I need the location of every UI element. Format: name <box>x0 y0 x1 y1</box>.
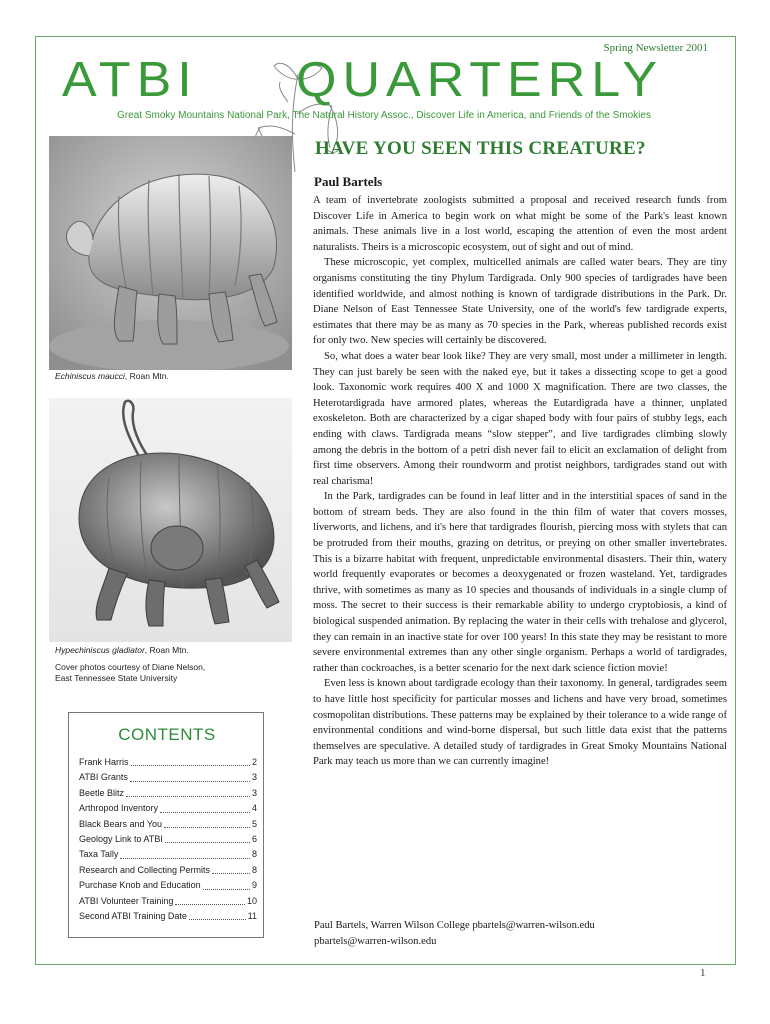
contents-item[interactable] <box>79 878 257 893</box>
article-paragraph: These microscopic, yet complex, multicelled animals are called water bears. They are tiny organisms constituting the tiny Phylum Tardigrada. Only 900 species of tardigrades have been identified worldwide, and almost nothing is known of tardigrade distributions in the Park. Dr. Diane Nelson of East Tennessee State University, one of the world's few tardigrade experts, estimates that there may be as many as 70 species in the Park, whereas published records exist for only two. New species will certainly be discovered. <box>313 257 727 347</box>
contents-item-page: 8 <box>251 849 257 860</box>
article-paragraph: So, what does a water bear look like? They are very small, most under a millimeter in length. They can just barely be seen with the naked eye, but it takes a dissecting scope to get a good look. Taxonomic work requires 400 X and 1000 X magnification. There are two classes, the Heterotardigrada have armored plates, whereas the Eutardigrada have a thinner, unplated exoskeleton. Both are characterized by a cigar shaped body with four pairs of stubby legs, each ending with claws. Tardigrada means “slow stepper”, and live tardigrades climbing slowly among the debris in the bottom of a petri dish never fail to elicit an exclamation of delight from first time observers. Among their roundworm and protist neighbors, tardigrades stand out with real charisma! <box>313 350 727 487</box>
contents-item-page: 2 <box>251 757 257 767</box>
contents-item[interactable] <box>79 847 257 862</box>
leader-dots <box>131 755 250 766</box>
leader-dots <box>212 863 250 874</box>
contents-item-page: 3 <box>251 772 257 783</box>
contents-item[interactable] <box>79 755 257 770</box>
leader-dots <box>164 817 250 828</box>
masthead-title-quarterly: QUARTERLY <box>296 52 664 108</box>
leader-dots <box>126 786 250 797</box>
leader-dots <box>165 832 250 843</box>
contents-item-page: 6 <box>251 834 257 845</box>
contents-item-label: ATBI Grants <box>79 772 128 783</box>
page-number: 1 <box>700 967 706 979</box>
masthead-title-atbi: ATBI <box>62 52 198 108</box>
contents-item-page: 5 <box>251 818 257 829</box>
signoff-line1: Paul Bartels, Warren Wilson College pbartels@warren-wilson.edu <box>314 920 595 931</box>
photo2-caption <box>55 645 189 656</box>
newsletter-season: Spring Newsletter 2001 <box>603 42 708 54</box>
tardigrade-photo-hypechiniscus <box>49 398 292 642</box>
masthead-subtitle: Great Smoky Mountains National Park, The Natural History Assoc., Discover Life in America, and Friends of the Smokies <box>117 110 651 121</box>
leader-dots <box>203 878 250 889</box>
contents-item-label: Frank Harris <box>79 757 129 767</box>
contents-item[interactable] <box>79 770 257 785</box>
tardigrade-photo-echiniscus <box>49 136 292 370</box>
article-headline: HAVE YOU SEEN THIS CREATURE? <box>315 138 646 159</box>
contents-item-label: Second ATBI Training Date <box>79 911 187 922</box>
contents-item-page: 11 <box>247 911 257 922</box>
contents-item[interactable] <box>79 894 257 909</box>
contents-item-label: ATBI Volunteer Training <box>79 895 174 906</box>
photo-credit-line2: East Tennessee State University <box>55 673 178 683</box>
contents-item-label: Taxa Tally <box>79 849 119 860</box>
contents-item[interactable] <box>79 801 257 816</box>
contents-item[interactable] <box>79 863 257 878</box>
contents-item-page: 8 <box>251 864 257 875</box>
photo1-caption <box>55 371 169 382</box>
contents-item-page: 3 <box>251 787 257 798</box>
contents-item-page: 10 <box>246 895 257 906</box>
contents-item[interactable] <box>79 786 257 801</box>
contents-item-label: Black Bears and You <box>79 818 163 829</box>
contents-item-label: Geology Link to ATBI <box>79 834 163 845</box>
contents-item-page: 9 <box>251 880 257 891</box>
signoff-email[interactable]: pbartels@warren-wilson.edu <box>314 935 437 947</box>
contents-box <box>68 712 264 938</box>
contents-item-label: Beetle Blitz <box>79 787 125 798</box>
contents-item-page: 4 <box>251 803 257 814</box>
photo1-location: , Roan Mtn. <box>124 371 169 381</box>
leader-dots <box>130 770 250 781</box>
leader-dots <box>189 909 246 920</box>
contents-item[interactable] <box>79 832 257 847</box>
contents-list <box>79 755 257 924</box>
article-paragraph: In the Park, tardigrades can be found in leaf litter and in the interstitial spaces of sand in the bottom of stream beds. They are also found in the thin film of water that covers mosses, liverworts, and lichens, and it's here that tardigrades flourish, piercing moss with stylets that can be protruded from their mouths, grazing on detritus, or preying on other smaller invertebrates. This is a bizarre habitat with frequent, unpredictable environmental disasters. Their thin, watery world frequently evaporates or becomes a deoxygenated or frozen wasteland. Yet, tardigrades thrive, with sometimes as many as 10 species and thousands of individuals in a single clump of moss. The secret to their success is their remarkable ability to undergo cryptobiosis, a kind of biological suspended animation. By replacing the water in their cells with trehalose and glycerol, they can remain in an inactive state for over 100 years! In this state they may be resistant to more severe environmental extremes than any other single organism. Perhaps a world of tardigrades, rather than cockroaches, is a better scenario for the next dark science fiction movie! <box>313 491 727 674</box>
contents-item[interactable] <box>79 817 257 832</box>
article-paragraph: Even less is known about tardigrade ecology than their taxonomy. In general, tardigrades seem to have little host specificity for particular mosses and lichens and have very broad, sometimes cosmopolitan distributions. These patterns may be explained by their tolerance to a wide range of environmental conditions and wind-borne dispersal, but such little data exist that the patterns themselves are speculative. A detailed study of tardigrades in Great Smoky Mountains National Park may teach us more than we can currently imagine! <box>313 678 727 768</box>
article-body <box>313 193 727 770</box>
photo1-species: Echiniscus maucci <box>55 371 125 381</box>
contents-item-label: Arthropod Inventory <box>79 803 159 814</box>
article-signoff <box>314 918 595 949</box>
article-author: Paul Bartels <box>314 174 383 189</box>
contents-item[interactable] <box>79 909 257 924</box>
contents-item-label: Research and Collecting Permits <box>79 864 211 875</box>
contents-title: CONTENTS <box>118 725 216 744</box>
leader-dots <box>120 847 250 858</box>
masthead <box>60 46 720 108</box>
photo2-species: Hypechiniscus gladiator <box>55 645 145 655</box>
leader-dots <box>175 894 245 905</box>
photo2-location: , Roan Mtn. <box>144 645 189 655</box>
photo-credit <box>55 662 205 684</box>
leader-dots <box>160 801 250 812</box>
contents-item-label: Purchase Knob and Education <box>79 880 201 891</box>
photo-credit-line1: Cover photos courtesy of Diane Nelson, <box>55 662 206 672</box>
article-paragraph: A team of invertebrate zoologists submitted a proposal and received research funds from Discover Life in America to begin work on what might be some of the Park's least known animals. These animals live in a lost world, escaping the attention of even the most ardent naturalists. Theirs is a microscopic ecosystem, out of sight and out of mind. <box>313 195 727 253</box>
